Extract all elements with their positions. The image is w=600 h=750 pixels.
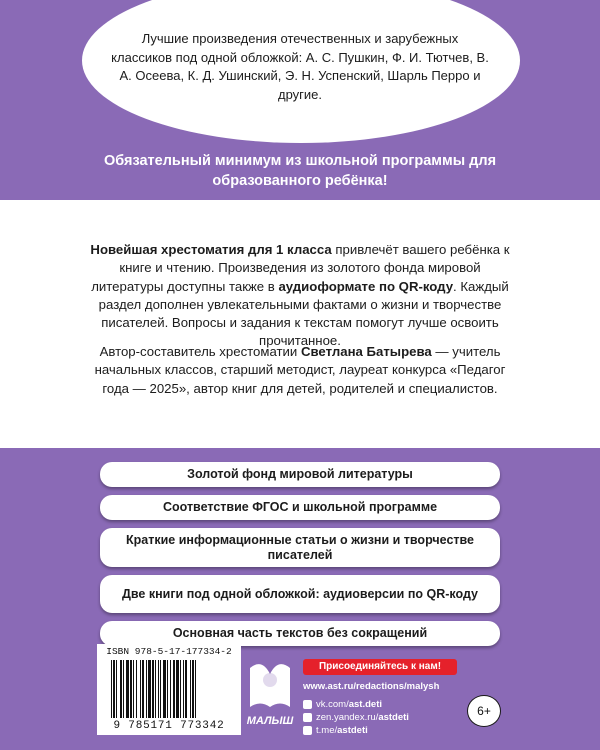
vk-link[interactable] bbox=[303, 698, 439, 711]
feature-info-articles: Краткие информационные статьи о жизни и творчестве писателей bbox=[100, 528, 500, 567]
zen-link-handle: astdeti bbox=[378, 712, 409, 723]
vk-link-prefix: vk.com/ bbox=[316, 699, 349, 710]
barcode-icon bbox=[111, 660, 227, 718]
barcode-number: 9 785171 773342 bbox=[113, 720, 225, 732]
description-text-2: . Каждый раздел дополнен увлекательными фактами о жизни и творчестве писателей. Вопросы и задания к текстам помогут лучше освоить прочитанное. bbox=[98, 278, 509, 349]
feature-unabridged: Основная часть текстов без сокращений bbox=[100, 621, 500, 646]
vk-icon bbox=[303, 700, 312, 709]
zen-link[interactable] bbox=[303, 711, 439, 724]
feature-two-books: Две книги под одной обложкой: аудиоверсии по QR-коду bbox=[100, 575, 500, 613]
author-text-1: Автор-составитель хрестоматии bbox=[99, 344, 301, 359]
author-text-2: — учитель начальных классов, старший методист, лауреат конкурса «Педагог года — 2025», автор книг для детей, родителей и специалистов. bbox=[94, 344, 506, 396]
vk-link-handle: ast.deti bbox=[348, 699, 382, 710]
site-link[interactable]: www.ast.ru/redactions/malysh bbox=[303, 681, 440, 692]
age-rating-badge: 6+ bbox=[467, 695, 501, 727]
zen-icon bbox=[303, 713, 312, 722]
logo-text: МАЛЫШ bbox=[246, 715, 294, 727]
description-paragraph bbox=[85, 241, 515, 351]
logo-child-icon bbox=[263, 673, 277, 687]
zen-link-prefix: zen.yandex.ru/ bbox=[316, 712, 379, 723]
feature-golden-fund: Золотой фонд мировой литературы bbox=[100, 462, 500, 487]
telegram-icon bbox=[303, 726, 312, 735]
telegram-link[interactable] bbox=[303, 724, 439, 737]
social-links bbox=[303, 680, 439, 737]
telegram-link-prefix: t.me/ bbox=[316, 725, 338, 736]
join-us-badge: Присоединяйтесь к нам! bbox=[303, 659, 457, 675]
isbn-number: ISBN 978-5-17-177334-2 bbox=[106, 646, 232, 657]
telegram-link-handle: astdeti bbox=[337, 725, 368, 736]
author-name: Светлана Батырева bbox=[300, 344, 432, 359]
malysh-logo bbox=[240, 652, 300, 732]
author-paragraph bbox=[85, 343, 515, 398]
description-bold-audio: аудиоформате по QR-коду bbox=[278, 278, 454, 294]
description-text-1: привлечёт вашего ребёнка к книге и чтению. Произведения из золотого фонда мировой литературы доступны также в bbox=[91, 242, 510, 294]
slogan: Обязательный минимум из школьной программы для образованного ребёнка! bbox=[103, 153, 497, 189]
barcode-box bbox=[97, 644, 241, 735]
feature-fgos: Соответствие ФГОС и школьной программе bbox=[100, 495, 500, 520]
authors-blurb: Лучшие произведения отечественных и зарубежных классиков под одной обложкой: А. С. Пушкин, Ф. И. Тютчев, В. А. Осеева, К. Д. Ушинский, Э. Н. Успенский, Шарль Перро и другие. bbox=[111, 31, 489, 102]
description-bold-title: Новейшая хрестоматия для 1 класса bbox=[90, 242, 332, 257]
